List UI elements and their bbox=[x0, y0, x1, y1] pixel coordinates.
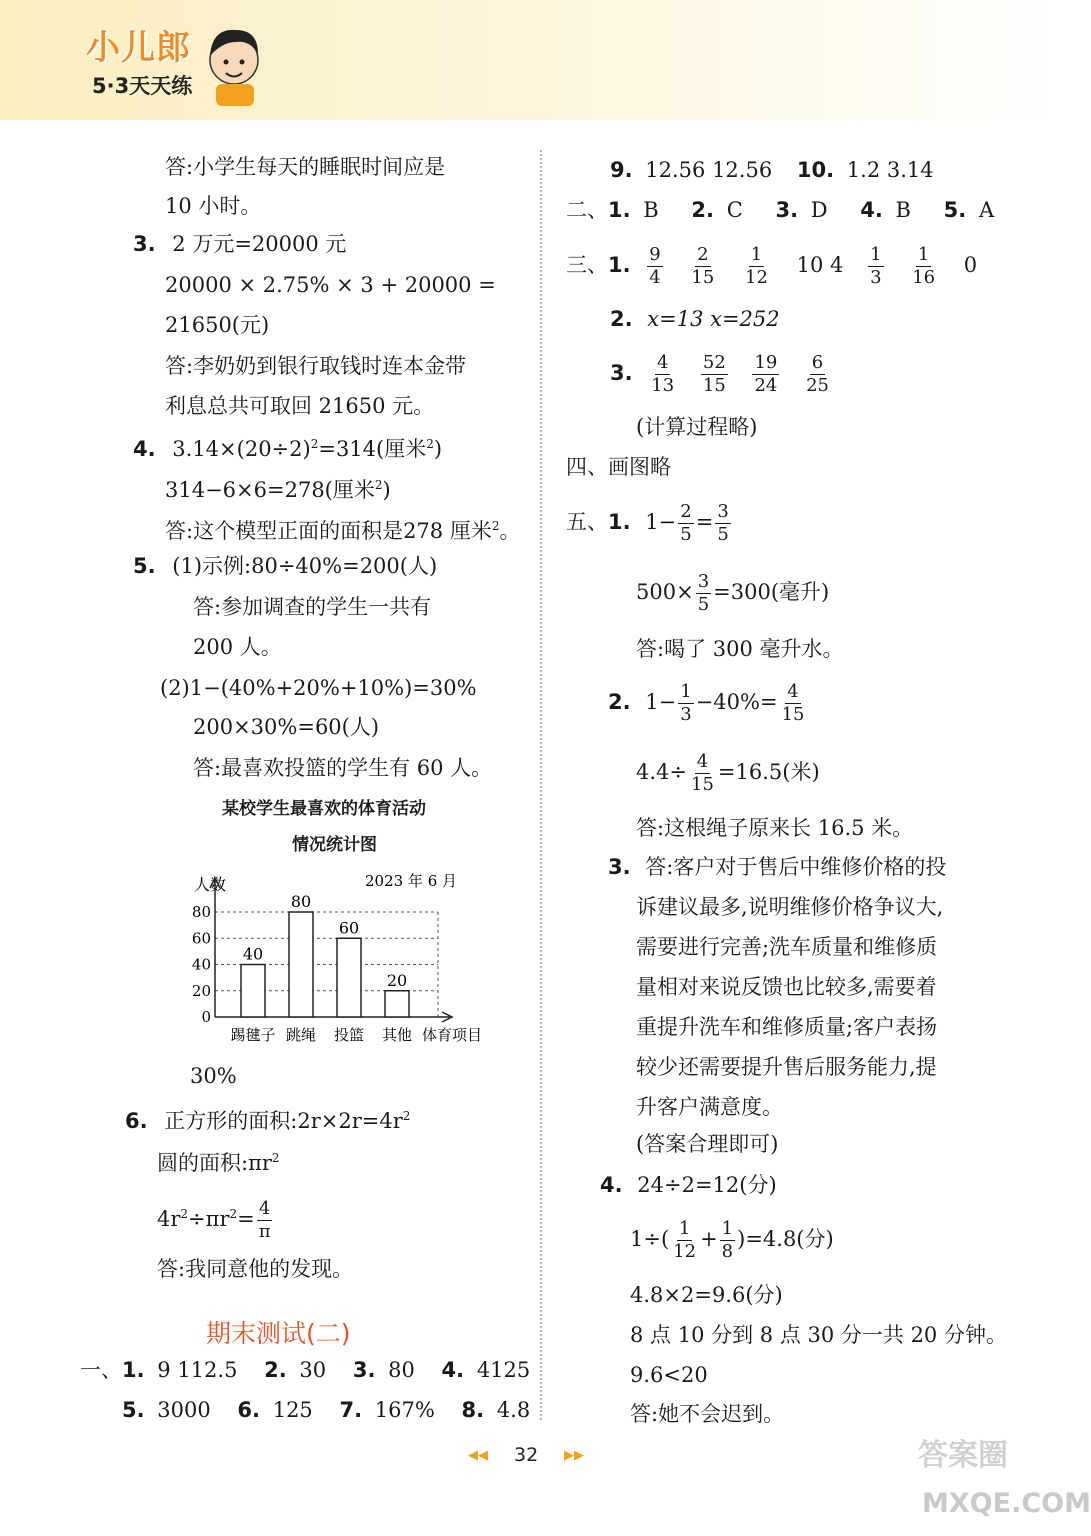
q6-line3-c: = bbox=[237, 1207, 255, 1231]
prev-arrows-icon: ◀◀ bbox=[468, 1448, 488, 1463]
numerator: 3 bbox=[717, 501, 729, 522]
q5-line3: 200 人。 bbox=[193, 635, 282, 659]
denominator: 15 bbox=[702, 375, 726, 396]
item-number: 3. bbox=[608, 855, 631, 879]
part3-row1 bbox=[566, 240, 977, 290]
q6-line3-a: 4r bbox=[157, 1207, 181, 1231]
part5-q4-line1 bbox=[600, 1172, 777, 1198]
section-title: 期末测试(二) bbox=[206, 1319, 351, 1348]
expr: −40%= bbox=[695, 690, 778, 714]
question-3 bbox=[133, 231, 346, 257]
superscript: 2 bbox=[180, 1207, 189, 1221]
expr: + bbox=[700, 1227, 718, 1251]
denominator: 4 bbox=[649, 267, 661, 288]
item-value: x=13 x=252 bbox=[647, 307, 780, 331]
denominator: 12 bbox=[745, 267, 768, 288]
q6-line3-b: ÷πr bbox=[188, 1207, 230, 1231]
part5-q3-line4: 量相对来说反馈也比较多,需要着 bbox=[636, 975, 937, 999]
item-value: A bbox=[978, 198, 995, 222]
item-value: C bbox=[726, 198, 743, 222]
denominator: 8 bbox=[721, 1241, 734, 1262]
category-label: 其他 bbox=[381, 1026, 413, 1044]
item-number: 1. bbox=[122, 1358, 145, 1382]
q4-line3-b: 。 bbox=[499, 519, 521, 543]
item-value: 1.2 3.14 bbox=[846, 158, 934, 182]
brand-series: 5·3天天练 bbox=[92, 74, 193, 98]
superscript: 2 bbox=[271, 1151, 280, 1165]
part-label: 一、 bbox=[80, 1358, 122, 1382]
bar-chart bbox=[160, 862, 505, 1052]
denominator: 3 bbox=[680, 704, 692, 725]
expr: = bbox=[695, 510, 714, 534]
fraction bbox=[743, 244, 770, 289]
question-6 bbox=[125, 1103, 410, 1134]
denominator: 15 bbox=[781, 704, 805, 725]
item-number: 3. bbox=[775, 198, 799, 222]
numerator: 6 bbox=[811, 352, 824, 373]
part2-row bbox=[566, 197, 994, 223]
denominator: 5 bbox=[717, 524, 729, 545]
y-tick-label: 60 bbox=[191, 929, 211, 948]
item-number: 3. bbox=[610, 361, 633, 385]
part-label: 二、 bbox=[566, 198, 608, 222]
category-label: 跳绳 bbox=[285, 1026, 317, 1044]
expr: =300(毫升) bbox=[713, 580, 830, 604]
numerator: 4 bbox=[657, 352, 669, 373]
expr: 1− bbox=[645, 690, 677, 714]
item-number: 5. bbox=[943, 198, 967, 222]
next-arrows-icon: ▶▶ bbox=[564, 1448, 584, 1463]
question-number: 6. bbox=[125, 1109, 148, 1133]
q5-line2: 答:参加调查的学生一共有 bbox=[193, 595, 432, 619]
part5-q3-line7: 升客户满意度。 bbox=[636, 1095, 783, 1119]
denominator: 3 bbox=[870, 267, 882, 288]
superscript: 2 bbox=[229, 1207, 238, 1221]
item-number: 6. bbox=[237, 1398, 261, 1422]
part4: 四、画图略 bbox=[566, 455, 671, 479]
part-label: 三、 bbox=[566, 253, 608, 277]
fraction bbox=[649, 352, 676, 397]
fraction bbox=[696, 571, 711, 616]
q3-text: 答:客户对于售后中维修价格的投 bbox=[645, 855, 947, 879]
item-number: 3. bbox=[352, 1358, 376, 1382]
chart-date: 2023 年 6 月 bbox=[365, 872, 458, 890]
fraction bbox=[910, 244, 937, 289]
fraction bbox=[804, 352, 831, 397]
part5-q4-answer: 答:她不会迟到。 bbox=[630, 1402, 785, 1426]
item-number: 2. bbox=[608, 690, 631, 714]
numerator: 2 bbox=[697, 244, 709, 265]
numerator: 3 bbox=[697, 571, 710, 592]
numerator: 1 bbox=[870, 244, 882, 265]
category-label: 投篮 bbox=[333, 1026, 365, 1044]
answer-sleep-line1: 答:小学生每天的睡眠时间应是 bbox=[165, 155, 446, 179]
item-number: 4. bbox=[860, 198, 883, 222]
bar bbox=[289, 912, 313, 1017]
item-number: 10. bbox=[796, 158, 835, 182]
item-value: 30 bbox=[299, 1358, 327, 1382]
numerator: 1 bbox=[678, 1218, 691, 1239]
q4-line1-b: =314(厘米 bbox=[318, 437, 427, 461]
q5-line6: 答:最喜欢投篮的学生有 60 人。 bbox=[193, 756, 493, 780]
part5-q1-line1 bbox=[566, 497, 733, 547]
numerator: 4 bbox=[258, 1198, 271, 1219]
part1-row1 bbox=[80, 1357, 530, 1383]
expr: 4.4÷ bbox=[636, 760, 687, 784]
item-number: 2. bbox=[610, 307, 633, 331]
y-axis-label: 人数 bbox=[194, 875, 227, 894]
data-label: 60 bbox=[338, 918, 360, 938]
part5-q3-line5: 重提升洗车和维修质量;客户表扬 bbox=[636, 1015, 938, 1039]
q6-line4: 答:我同意他的发现。 bbox=[157, 1257, 354, 1281]
chart-subtitle: 情况统计图 bbox=[292, 835, 377, 855]
item-value: 167% bbox=[374, 1398, 435, 1422]
numerator: 1 bbox=[750, 244, 763, 265]
numerator: 19 bbox=[754, 352, 778, 373]
y-tick-label: 20 bbox=[191, 981, 211, 1000]
fraction bbox=[780, 681, 807, 726]
q4-line2-b: ) bbox=[382, 478, 391, 502]
expr: 24÷2=12(分) bbox=[637, 1173, 777, 1197]
denominator: 5 bbox=[680, 524, 692, 545]
item-value: B bbox=[643, 198, 659, 222]
y-tick-label: 80 bbox=[191, 903, 211, 921]
denominator: π bbox=[258, 1221, 271, 1242]
part5-q1-line2 bbox=[636, 567, 829, 617]
numerator: 1 bbox=[917, 244, 930, 265]
item-value: 80 bbox=[388, 1358, 415, 1382]
q4-line3-a: 答:这个模型正面的面积是278 厘米 bbox=[165, 519, 492, 543]
part5-q1-answer: 答:喝了 300 毫升水。 bbox=[636, 637, 844, 661]
item-number: 1. bbox=[608, 253, 631, 277]
item-number: 2. bbox=[264, 1358, 287, 1382]
part3-row3 bbox=[610, 348, 833, 398]
data-label: 40 bbox=[242, 944, 264, 964]
fraction bbox=[689, 244, 716, 289]
fraction bbox=[678, 681, 693, 726]
question-4 bbox=[133, 431, 442, 462]
y-tick-label: 40 bbox=[191, 955, 211, 974]
answer-sleep-line2: 10 小时。 bbox=[165, 194, 262, 218]
question-number: 5. bbox=[133, 554, 156, 578]
part5-q4-line5: 9.6<20 bbox=[630, 1363, 708, 1387]
question-number: 4. bbox=[133, 437, 156, 461]
q5-answer-percent: 30% bbox=[190, 1064, 237, 1088]
mascot-icon bbox=[196, 18, 266, 108]
part5-q3-line3: 需要进行完善;洗车质量和维修质 bbox=[636, 935, 938, 959]
superscript: 2 bbox=[402, 1109, 411, 1123]
q6-line2-text: 圆的面积:πr bbox=[157, 1151, 272, 1175]
part5-q3-line1 bbox=[608, 854, 946, 880]
data-label: 20 bbox=[386, 970, 408, 990]
item-value: 0 bbox=[963, 253, 978, 277]
item-value: D bbox=[810, 198, 828, 222]
question-5 bbox=[133, 553, 437, 579]
denominator: 25 bbox=[806, 375, 829, 396]
expr: 500× bbox=[636, 580, 694, 604]
brand-logo bbox=[78, 18, 268, 108]
numerator: 4 bbox=[696, 751, 709, 772]
expr: 1− bbox=[645, 510, 677, 534]
denominator: 15 bbox=[691, 774, 714, 795]
part5-q4-line3: 4.8×2=9.6(分) bbox=[630, 1283, 783, 1307]
expr: =16.5(米) bbox=[717, 760, 820, 784]
part-label: 五、 bbox=[566, 510, 608, 534]
numerator: 9 bbox=[649, 244, 661, 265]
item-value: 125 bbox=[272, 1398, 313, 1422]
part5-q3-line6: 较少还需要提升售后服务能力,提 bbox=[636, 1055, 937, 1079]
part1-row2 bbox=[122, 1397, 530, 1423]
item-number: 2. bbox=[691, 198, 714, 222]
fraction bbox=[647, 244, 662, 289]
item-number: 5. bbox=[122, 1398, 145, 1422]
column-divider bbox=[540, 150, 542, 1420]
denominator: 16 bbox=[912, 267, 936, 288]
part3-row2 bbox=[610, 306, 780, 332]
page-number: 32 bbox=[514, 1444, 539, 1466]
item-value: 3000 bbox=[157, 1398, 211, 1422]
numerator: 1 bbox=[721, 1218, 734, 1239]
q3-line2: 20000 × 2.75% × 3 + 20000 = bbox=[165, 273, 496, 297]
q4-line1-c: ) bbox=[433, 437, 443, 461]
part5-q2-line1 bbox=[608, 677, 808, 727]
fraction bbox=[689, 751, 716, 796]
bar bbox=[385, 991, 409, 1017]
q5-line5: 200×30%=60(人) bbox=[193, 715, 380, 739]
item-value: 9 112.5 bbox=[157, 1358, 238, 1382]
item-value: 12.56 12.56 bbox=[645, 158, 773, 182]
watermark-url: MXQE.COM bbox=[922, 1488, 1091, 1519]
denominator: 24 bbox=[754, 375, 778, 396]
item-number: 1. bbox=[608, 198, 631, 222]
part1-row3 bbox=[610, 157, 934, 183]
data-label: 80 bbox=[290, 892, 312, 911]
part3-note: (计算过程略) bbox=[636, 415, 758, 439]
item-number: 9. bbox=[610, 158, 633, 182]
numerator: 1 bbox=[680, 681, 692, 702]
item-value: B bbox=[895, 198, 911, 222]
part5-q3-note: (答案合理即可) bbox=[636, 1132, 779, 1156]
item-number: 1. bbox=[608, 510, 631, 534]
part5-q4-line2 bbox=[630, 1214, 834, 1264]
q5-line1: (1)示例:80÷40%=200(人) bbox=[172, 554, 438, 578]
item-value: 10 4 bbox=[796, 253, 844, 277]
bar bbox=[337, 938, 361, 1017]
numerator: 4 bbox=[787, 681, 799, 702]
superscript: 2 bbox=[374, 478, 383, 492]
brand-title: 小儿郎 bbox=[86, 28, 191, 68]
superscript: 2 bbox=[491, 519, 500, 533]
q6-line1: 正方形的面积:2r×2r=4r bbox=[164, 1109, 403, 1133]
q6-line2 bbox=[157, 1145, 280, 1176]
q4-line2-a: 314−6×6=278(厘米 bbox=[165, 478, 375, 502]
bar bbox=[241, 965, 265, 1018]
expr: )=4.8(分) bbox=[737, 1227, 834, 1251]
denominator: 13 bbox=[651, 375, 675, 396]
numerator: 52 bbox=[702, 352, 726, 373]
q4-line2 bbox=[165, 472, 391, 503]
fraction bbox=[720, 1218, 735, 1263]
denominator: 15 bbox=[691, 267, 715, 288]
fraction bbox=[715, 501, 730, 546]
q6-line3 bbox=[157, 1198, 275, 1243]
q3-line5: 利息总共可取回 21650 元。 bbox=[165, 394, 435, 418]
item-number: 4. bbox=[441, 1358, 465, 1382]
chart-title: 某校学生最喜欢的体育活动 bbox=[222, 799, 426, 819]
part5-q2-line2 bbox=[636, 747, 820, 797]
expr: 1÷( bbox=[630, 1227, 670, 1251]
watermark-logo: 答案圈 bbox=[918, 1438, 1008, 1473]
item-number: 7. bbox=[339, 1398, 363, 1422]
fraction bbox=[752, 352, 779, 397]
item-number: 4. bbox=[600, 1173, 623, 1197]
x-axis-label: 体育项目 bbox=[422, 1026, 483, 1044]
q3-line4: 答:李奶奶到银行取钱时连本金带 bbox=[165, 354, 467, 378]
y-tick-label: 0 bbox=[201, 1008, 211, 1026]
fraction bbox=[868, 244, 883, 289]
denominator: 5 bbox=[697, 594, 710, 615]
item-value: 4125 bbox=[476, 1358, 531, 1382]
q4-line3 bbox=[165, 513, 520, 544]
item-value: 4.8 bbox=[496, 1398, 531, 1422]
fraction bbox=[671, 1218, 698, 1263]
part5-q3-line2: 诉建议最多,说明维修价格争议大, bbox=[636, 895, 944, 919]
superscript: 2 bbox=[426, 437, 434, 451]
q4-line1-a: 3.14×(20÷2) bbox=[172, 437, 311, 461]
q3-line3: 21650(元) bbox=[165, 313, 270, 337]
q5-line4: (2)1−(40%+20%+10%)=30% bbox=[160, 676, 477, 700]
q3-line1: 2 万元=20000 元 bbox=[172, 232, 347, 256]
part5-q4-line4: 8 点 10 分到 8 点 30 分一共 20 分钟。 bbox=[630, 1323, 1007, 1347]
denominator: 12 bbox=[673, 1241, 697, 1262]
fraction bbox=[257, 1198, 273, 1243]
numerator: 2 bbox=[680, 501, 692, 522]
item-number: 8. bbox=[461, 1398, 485, 1422]
fraction bbox=[701, 352, 728, 397]
category-label: 踢毽子 bbox=[230, 1026, 276, 1044]
part5-q2-answer: 答:这根绳子原来长 16.5 米。 bbox=[636, 816, 914, 840]
fraction bbox=[678, 501, 693, 546]
superscript: 2 bbox=[310, 437, 319, 451]
question-number: 3. bbox=[133, 232, 156, 256]
